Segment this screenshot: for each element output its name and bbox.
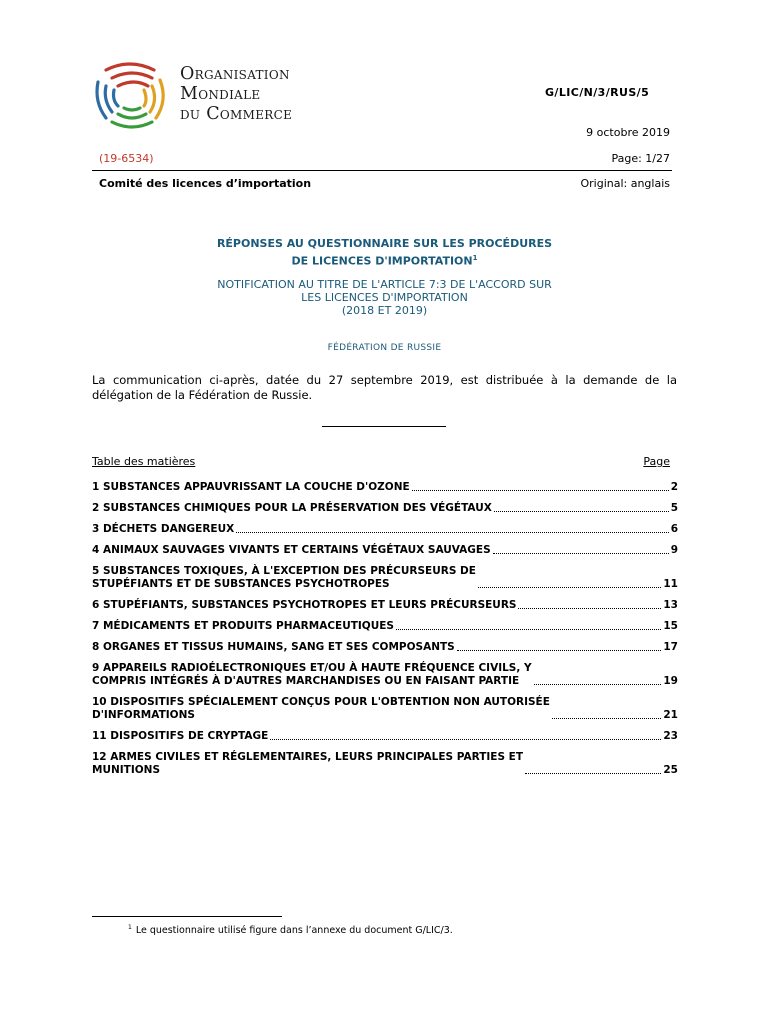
toc-entry[interactable] (92, 662, 678, 688)
toc-page-heading: Page (643, 455, 670, 468)
toc-entry-page: 15 (663, 620, 678, 632)
toc-entry-page: 17 (663, 641, 678, 653)
organization-name (180, 64, 292, 124)
toc-entry-page: 19 (663, 675, 678, 687)
page-indicator: Page: 1/27 (611, 152, 670, 165)
toc-entry[interactable] (92, 481, 678, 494)
toc-entry-page: 11 (663, 578, 678, 590)
notification-subtitle (92, 278, 677, 317)
toc-entry[interactable] (92, 696, 678, 722)
toc-entry-title: 9 APPAREILS RADIOÉLECTRONIQUES ET/OU À HAUTE FRÉQUENCE CIVILS, Y COMPRIS INTÉGRÉS À D'AUTRES MARCHANDISES OU EN FAISANT PARTIE (92, 662, 532, 687)
toc-entry-title: 12 ARMES CIVILES ET RÉGLEMENTAIRES, LEURS PRINCIPALES PARTIES ET MUNITIONS (92, 751, 524, 776)
toc-entry-page: 5 (670, 502, 678, 514)
toc-entry-title: 8 ORGANES ET TISSUS HUMAINS, SANG ET SES COMPOSANTS (92, 641, 455, 653)
toc-entry-title: 3 DÉCHETS DANGEREUX (92, 523, 235, 535)
footnote-number: 1 (128, 924, 132, 931)
org-name-line1: Organisation (180, 64, 290, 84)
toc-leader-dots (270, 739, 661, 740)
toc-entry[interactable] (92, 620, 678, 633)
toc-entry-page: 9 (670, 544, 678, 556)
toc-leader-dots (412, 490, 669, 491)
org-name-line3: du Commerce (180, 104, 293, 124)
toc-leader-dots (236, 532, 668, 533)
toc-entry-title: 5 SUBSTANCES TOXIQUES, À L'EXCEPTION DES PRÉCURSEURS DE STUPÉFIANTS ET DE SUBSTANCES PSYCHOTROPES (92, 565, 476, 590)
toc-entry-page: 23 (663, 730, 678, 742)
toc-entry[interactable] (92, 641, 678, 654)
toc-leader-dots (534, 684, 662, 685)
toc-entry-title: 11 DISPOSITIFS DE CRYPTAGE (92, 730, 269, 742)
toc-entry[interactable] (92, 751, 678, 777)
intro-paragraph: La communication ci-après, datée du 27 septembre 2019, est distribuée à la demande de la délégation de la Fédération de Russie. (92, 373, 677, 402)
footnote-reference[interactable]: 1 (472, 254, 478, 262)
toc-leader-dots (518, 608, 661, 609)
toc-entry[interactable] (92, 502, 678, 515)
toc-entry-title: 1 SUBSTANCES APPAUVRISSANT LA COUCHE D'OZONE (92, 481, 410, 493)
toc-entry[interactable] (92, 730, 678, 743)
footnote (128, 924, 453, 936)
toc-entry-title: 4 ANIMAUX SAUVAGES VIVANTS ET CERTAINS VÉGÉTAUX SAUVAGES (92, 544, 491, 556)
toc-leader-dots (396, 629, 661, 630)
toc-leader-dots (478, 587, 661, 588)
table-of-contents (92, 481, 678, 785)
wto-emblem-icon (92, 56, 176, 132)
section-separator (322, 426, 446, 427)
document-symbol: G/LIC/N/3/RUS/5 (545, 86, 650, 99)
toc-entry[interactable] (92, 523, 678, 536)
notif-line3: (2018 ET 2019) (341, 304, 428, 317)
footnote-text: Le questionnaire utilisé figure dans l’annexe du document G/LIC/3. (135, 925, 453, 937)
title-line1: RÉPONSES AU QUESTIONNAIRE SUR LES PROCÉDURES (216, 237, 553, 250)
toc-entry-page: 21 (663, 709, 678, 721)
document-number: (19-6534) (99, 152, 154, 165)
document-date: 9 octobre 2019 (586, 126, 670, 139)
toc-leader-dots (457, 650, 662, 651)
header-divider (92, 170, 672, 171)
title-line2-text: DE LICENCES D'IMPORTATION (291, 254, 473, 268)
toc-entry-title: 10 DISPOSITIFS SPÉCIALEMENT CONÇUS POUR L'OBTENTION NON AUTORISÉE D'INFORMATIONS (92, 696, 550, 721)
org-name-line2: Mondiale (180, 84, 261, 104)
toc-entry[interactable] (92, 599, 678, 612)
toc-leader-dots (493, 553, 669, 554)
country-name: FÉDÉRATION DE RUSSIE (327, 343, 442, 353)
footnote-divider (92, 916, 282, 917)
toc-entry-page: 2 (670, 481, 678, 493)
notif-line1: NOTIFICATION AU TITRE DE L'ARTICLE 7:3 DE L'ACCORD SUR (217, 278, 552, 291)
toc-heading: Table des matières (92, 455, 196, 468)
toc-entry-page: 13 (663, 599, 678, 611)
notif-line2: LES LICENCES D'IMPORTATION (301, 291, 468, 304)
document-title (92, 237, 677, 269)
toc-leader-dots (552, 718, 661, 719)
original-language: Original: anglais (580, 177, 670, 190)
title-line2 (92, 251, 677, 269)
toc-entry[interactable] (92, 544, 678, 557)
toc-entry-page: 25 (663, 764, 678, 776)
toc-leader-dots (525, 773, 661, 774)
toc-entry[interactable] (92, 565, 678, 591)
committee-name: Comité des licences d’importation (99, 177, 312, 190)
toc-entry-page: 6 (670, 523, 678, 535)
toc-entry-title: 6 STUPÉFIANTS, SUBSTANCES PSYCHOTROPES ET LEURS PRÉCURSEURS (92, 599, 517, 611)
toc-entry-title: 7 MÉDICAMENTS ET PRODUITS PHARMACEUTIQUES (92, 620, 394, 632)
toc-leader-dots (494, 511, 669, 512)
toc-entry-title: 2 SUBSTANCES CHIMIQUES POUR LA PRÉSERVATION DES VÉGÉTAUX (92, 502, 492, 514)
